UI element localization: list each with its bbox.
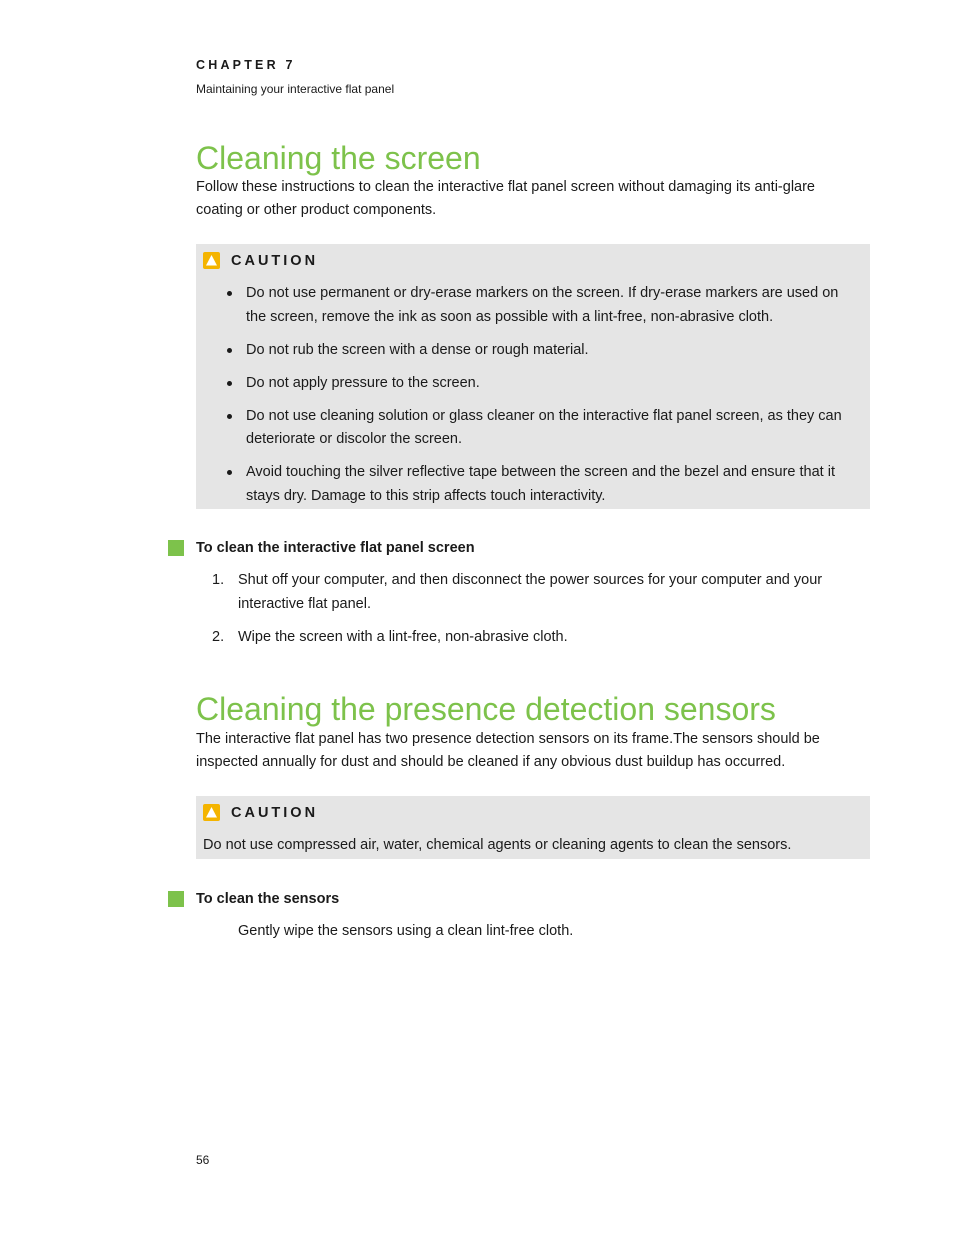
procedure-title: To clean the sensors [196,891,340,907]
caution-title: CAUTION [231,252,319,269]
list-item: Do not apply pressure to the screen. [196,372,870,396]
step-item: 1. Shut off your computer, and then disconnect the power sources for your computer and your interactive flat panel. [212,572,823,612]
caution-list [196,282,870,518]
procedure-square-icon [168,540,184,556]
caution-title: CAUTION [231,804,319,821]
section-title-sensors: Cleaning the presence detection sensors [196,691,776,727]
bullet-icon [227,291,232,296]
section-title-cleaning-screen: Cleaning the screen [196,140,481,176]
list-item: Do not use permanent or dry-erase markers on the screen. If dry-erase markers are used on the screen, remove the ink as soon as possible with a lint-free, non-abrasive cloth. [196,282,870,329]
list-item: Do not use cleaning solution or glass cleaner on the interactive flat panel screen, as they can deteriorate or discolor the screen. [196,405,870,452]
caution-text: Do not use compressed air, water, chemical agents or cleaning agents to clean the sensors. [203,837,792,853]
bullet-icon [227,381,232,386]
procedure-step: Gently wipe the sensors using a clean lint-free cloth. [238,923,574,939]
bullet-icon [227,470,232,475]
procedure-header-screen [168,540,475,556]
procedure-steps [212,569,852,659]
warning-icon [203,252,220,269]
caution-box-sensors [196,796,870,859]
procedure-square-icon [168,891,184,907]
list-item: Do not rub the screen with a dense or rough material. [196,339,870,363]
step-item: 2. Wipe the screen with a lint-free, non-abrasive cloth. [212,628,568,645]
caution-header [203,804,318,821]
bullet-icon [227,348,232,353]
section-intro-cleaning-screen: Follow these instructions to clean the interactive flat panel screen without damaging its anti-glare coating or other product components. [196,179,815,218]
procedure-title: To clean the interactive flat panel screen [196,540,475,556]
procedure-header-sensors [168,891,339,907]
section-intro-sensors: The interactive flat panel has two presence detection sensors on its frame.The sensors should be inspected annually for dust and should be cleaned if any obvious dust buildup has occurred. [196,731,820,770]
chapter-subtitle: Maintaining your interactive flat panel [196,82,395,96]
list-item: Avoid touching the silver reflective tape between the screen and the bezel and ensure that it stays dry. Damage to this strip affects touch interactivity. [196,461,870,508]
caution-header [203,252,318,269]
page-number: 56 [196,1153,210,1167]
chapter-label: CHAPTER 7 [196,58,296,72]
caution-box-screen [196,244,870,509]
warning-icon [203,804,220,821]
bullet-icon [227,414,232,419]
